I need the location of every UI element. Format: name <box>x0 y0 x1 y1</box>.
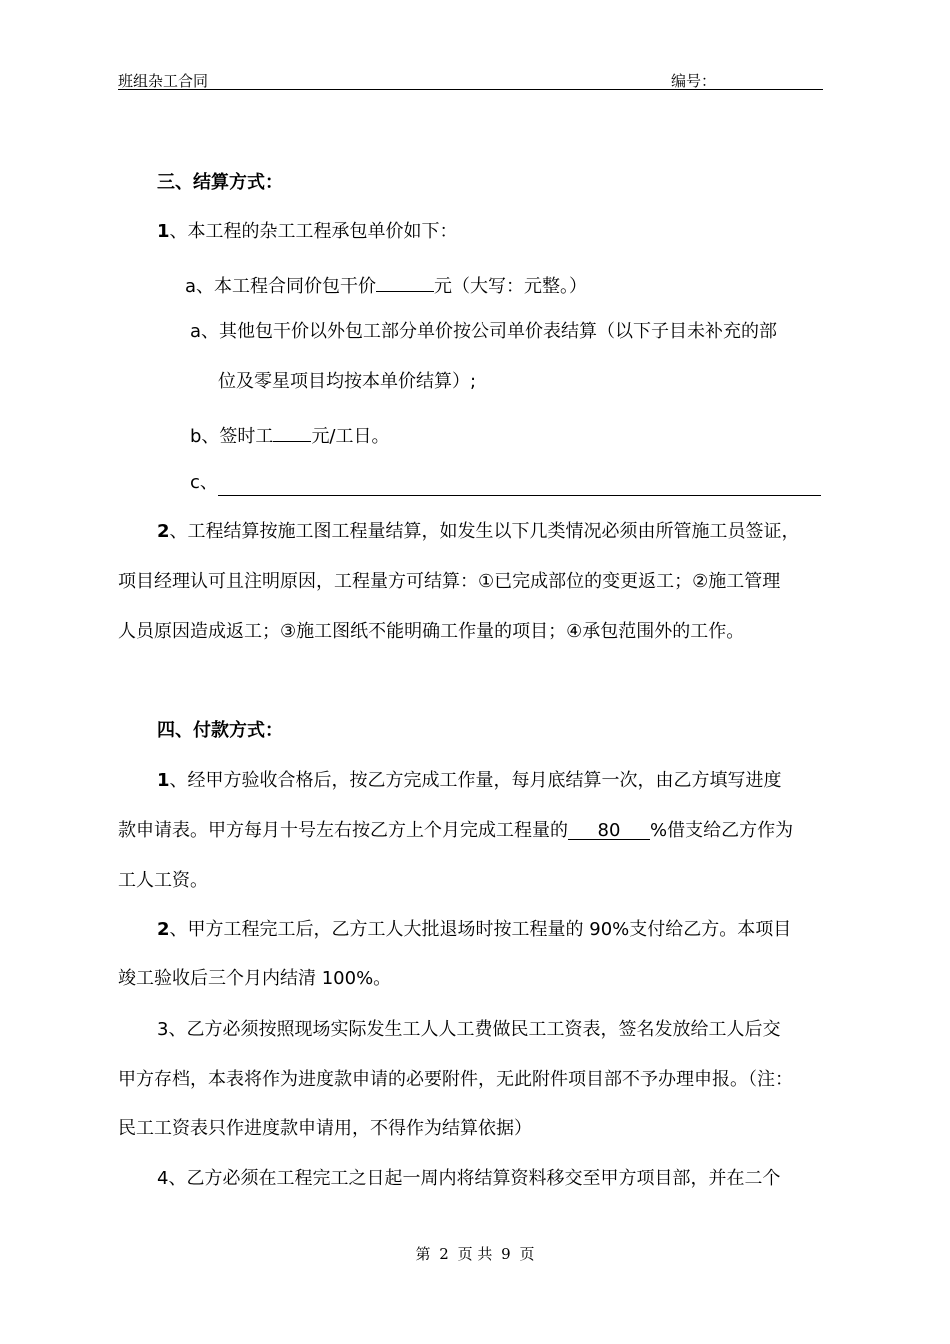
contract-number-label: 编号： <box>671 72 717 90</box>
page-footer <box>0 1243 950 1264</box>
item-text: 、甲方工程完工后，乙方工人大批退场时按工程量的 90%支付给乙方。本项目 <box>169 919 792 940</box>
hourly-blank[interactable] <box>273 421 311 442</box>
section-4-item-2-line-2: 竣工验收后三个月内结清 100%。 <box>118 968 392 989</box>
hourly-suffix: 元/工日。 <box>311 426 390 447</box>
price-suffix: 元（大写：元整。） <box>434 276 588 297</box>
item-number: 1 <box>157 770 170 791</box>
section-4-item-3-line-1: 3、乙方必须按照现场实际发生工人人工费做民工工资表，签名发放给工人后交 <box>157 1019 781 1040</box>
item-text: 、工程结算按施工图工程量结算，如发生以下几类情况必须由所管施工员签证， <box>169 521 800 542</box>
price-line-a2-2: 位及零星项目均按本单价结算）; <box>218 371 477 392</box>
section-3-item-2-line-3: 人员原因造成返工；③施工图纸不能明确工作量的项目；④承包范围外的工作。 <box>118 621 745 642</box>
current-page-number: 2 <box>439 1245 449 1263</box>
section-3-item-2-line-2: 项目经理认可且注明原因，工程量方可结算：①已完成部位的变更返工；②施工管理 <box>118 571 781 592</box>
c-label: c、 <box>190 472 218 493</box>
section-4-heading: 四、付款方式： <box>157 720 283 741</box>
price-line-b <box>190 421 390 449</box>
footer-suffix: 页 <box>519 1245 535 1263</box>
section-3-heading: 三、结算方式： <box>157 172 283 193</box>
section-3-item-2-line-1 <box>157 520 800 544</box>
price-line-a2-1: a、其他包干价以外包工部分单价按公司单价表结算（以下子目未补充的部 <box>190 321 778 342</box>
hourly-label: b、签时工 <box>190 426 274 447</box>
footer-prefix: 第 <box>415 1245 431 1263</box>
price-line-a1 <box>185 271 587 299</box>
item-number: 1 <box>157 221 170 242</box>
footer-mid: 页 共 <box>457 1245 493 1263</box>
section-4-item-3-line-2: 甲方存档，本表将作为进度款申请的必要附件，无此附件项目部不予办理申报。（注： <box>118 1069 793 1090</box>
price-label: a、本工程合同价包干价 <box>185 276 377 297</box>
price-line-c <box>190 471 218 495</box>
page-header <box>118 68 823 90</box>
item-number: 2 <box>157 521 170 542</box>
percent-label: 款申请表。甲方每月十号左右按乙方上个月完成工程量的 <box>118 820 568 841</box>
section-3-item-1 <box>157 220 458 244</box>
c-blank-line[interactable] <box>218 495 821 496</box>
section-4-item-3-line-3: 民工工资表只作进度款申请用，不得作为结算依据） <box>118 1118 532 1139</box>
section-4-item-2-line-1 <box>157 918 791 942</box>
price-blank[interactable] <box>376 271 434 292</box>
percent-suffix: %借支给乙方作为 <box>650 820 794 841</box>
contract-title: 班组杂工合同 <box>118 72 209 90</box>
section-4-item-4-line-1: 4、乙方必须在工程完工之日起一周内将结算资料移交至甲方项目部，并在二个 <box>157 1168 781 1189</box>
section-4-item-1-line-2 <box>118 819 793 843</box>
section-4-item-1-line-1 <box>157 769 782 793</box>
item-text: 、经甲方验收合格后，按乙方完成工作量，每月底结算一次，由乙方填写进度 <box>169 770 782 791</box>
percent-value[interactable]: 80 <box>568 819 650 840</box>
section-4-item-1-line-3: 工人工资。 <box>118 870 208 891</box>
item-number: 2 <box>157 919 170 940</box>
item-text: 、本工程的杂工工程承包单价如下： <box>169 221 458 242</box>
total-page-count: 9 <box>501 1245 511 1263</box>
